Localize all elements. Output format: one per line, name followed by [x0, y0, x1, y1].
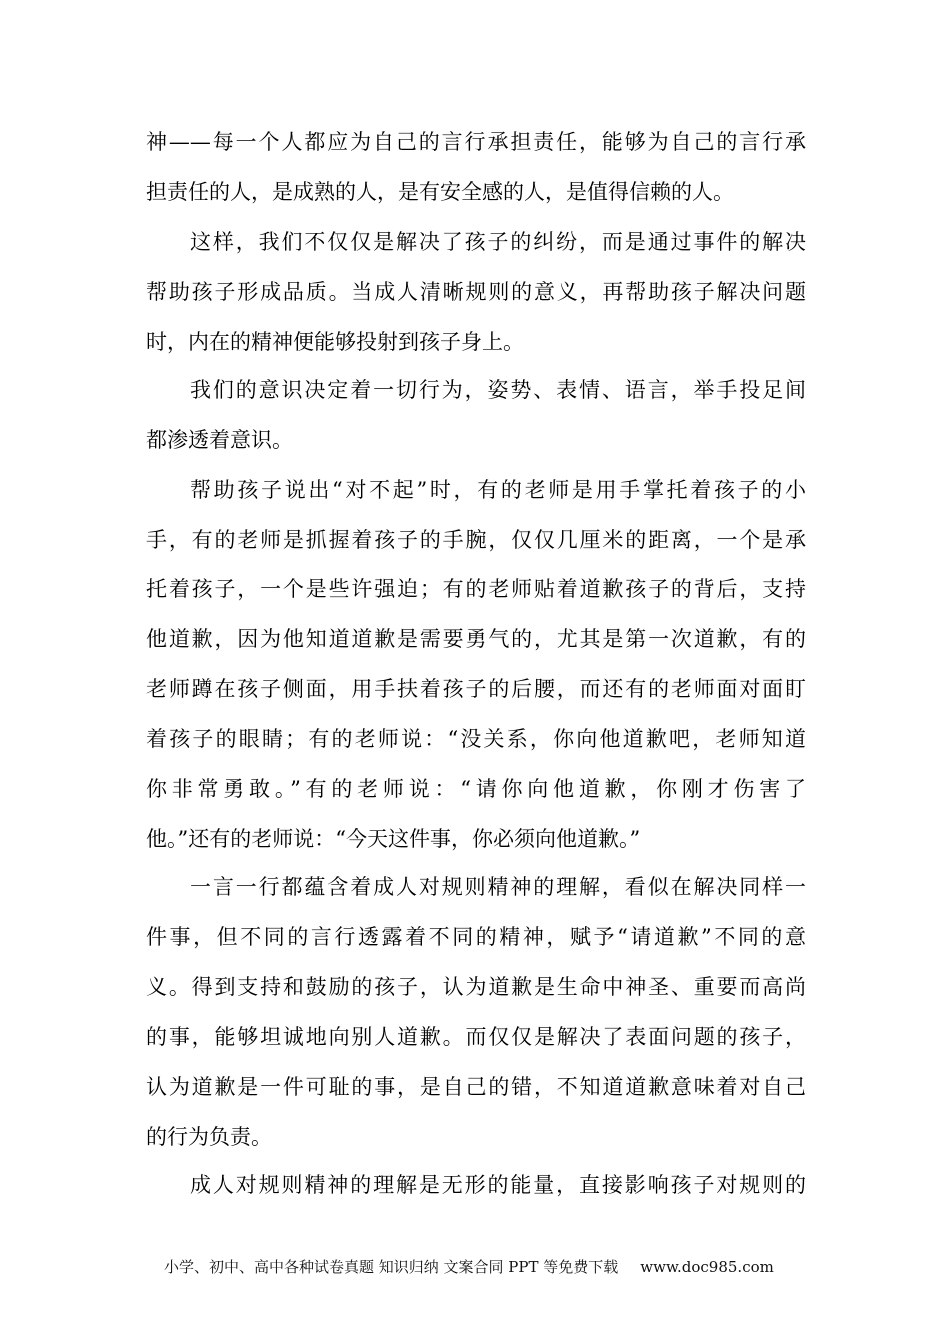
text-line: 义。得到支持和鼓励的孩子，认为道歉是生命中神圣、重要而高尚 — [146, 975, 806, 999]
text-line: 的行为负责。 — [146, 1125, 272, 1149]
text-line: 老师蹲在孩子侧面，用手扶着孩子的后腰，而还有的老师面对面盯 — [146, 677, 806, 701]
text-line: 担责任的人，是成熟的人，是有安全感的人，是值得信赖的人。 — [146, 180, 734, 204]
text-line: 他道歉，因为他知道道歉是需要勇气的，尤其是第一次道歉，有的 — [146, 627, 806, 651]
text-line: 着孩子的眼睛；有的老师说：“没关系，你向他道歉吧，老师知道 — [146, 727, 806, 751]
text-line: 帮助孩子说出“对不起”时，有的老师是用手掌托着孩子的小 — [190, 478, 806, 502]
text-line: 你非常勇敢。”有的老师说：“请你向他道歉，你刚才伤害了 — [146, 777, 806, 801]
text-line: 认为道歉是一件可耻的事，是自己的错，不知道道歉意味着对自己 — [146, 1075, 806, 1099]
text-line: 件事，但不同的言行透露着不同的精神，赋予“请道歉”不同的意 — [146, 925, 806, 949]
text-line: 这样，我们不仅仅是解决了孩子的纠纷，而是通过事件的解决 — [190, 230, 806, 254]
text-line: 成人对规则精神的理解是无形的能量，直接影响孩子对规则的 — [190, 1173, 806, 1197]
text-line: 时，内在的精神便能够投射到孩子身上。 — [146, 330, 524, 354]
text-line: 手，有的老师是抓握着孩子的手腕，仅仅几厘米的距离，一个是承 — [146, 528, 806, 552]
text-line: 他。”还有的老师说：“今天这件事，你必须向他道歉。” — [146, 827, 641, 851]
footer-text: 小学、初中、高中各种试卷真题 知识归纳 文案合同 PPT 等免费下载 — [164, 1258, 619, 1276]
text-line: 一言一行都蕴含着成人对规则精神的理解，看似在解决同样一 — [190, 875, 806, 899]
footer-link[interactable]: www.doc985.com — [640, 1258, 774, 1276]
page-footer — [164, 1255, 804, 1279]
text-line: 托着孩子，一个是些许强迫；有的老师贴着道歉孩子的背后，支持 — [146, 577, 806, 601]
text-line: 帮助孩子形成品质。当成人清晰规则的意义，再帮助孩子解决问题 — [146, 280, 806, 304]
text-line: 神——每一个人都应为自己的言行承担责任，能够为自己的言行承 — [146, 130, 806, 154]
text-line: 都渗透着意识。 — [146, 428, 293, 452]
text-line: 的事，能够坦诚地向别人道歉。而仅仅是解决了表面问题的孩子， — [146, 1025, 806, 1049]
text-line: 我们的意识决定着一切行为，姿势、表情、语言，举手投足间 — [190, 378, 806, 402]
